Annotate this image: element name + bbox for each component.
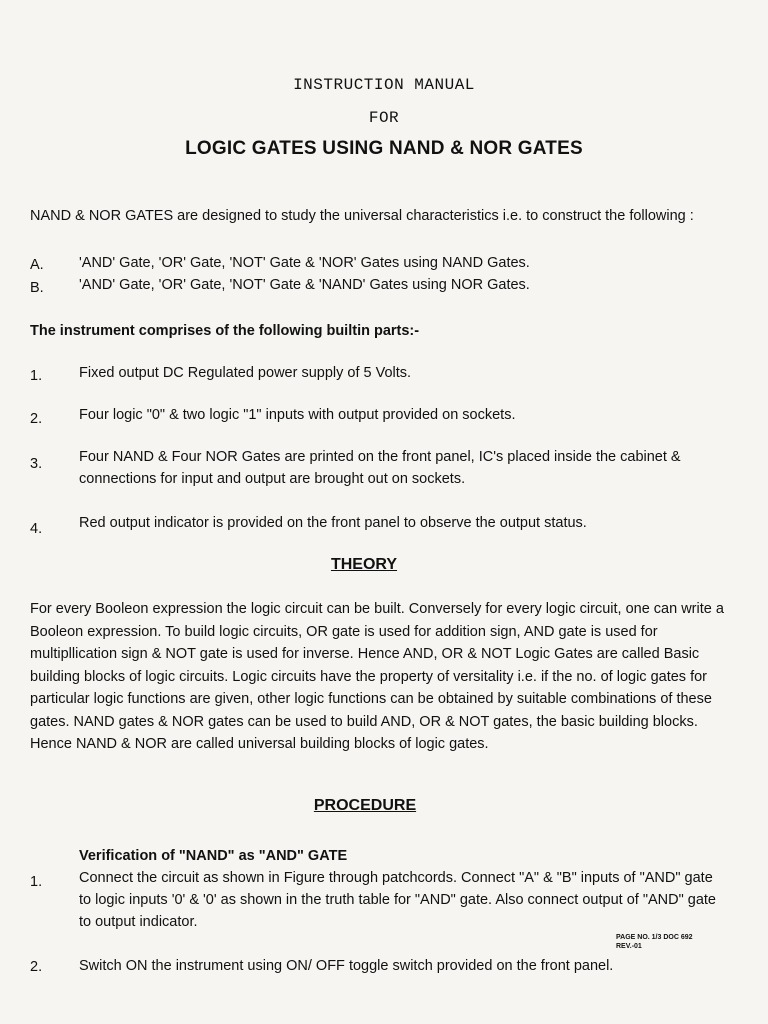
manual-for-line: FOR [368, 109, 400, 127]
parts-item-3-text: Four NAND & Four NOR Gates are printed on the front panel, IC's placed inside the cabinet & connections for input and output are brought out on sockets. [79, 449, 681, 487]
intro-paragraph: NAND & NOR GATES are designed to study the universal characteristics i.e. to construct the following : [30, 208, 694, 224]
theory-heading: THEORY [330, 556, 398, 573]
procedure-heading: PROCEDURE [313, 797, 417, 814]
intro-item-b-text: 'AND' Gate, 'OR' Gate, 'NOT' Gate & 'NAND' Gates using NOR Gates. [79, 277, 530, 293]
parts-item-1-marker: 1. [30, 368, 43, 384]
procedure-step-1-marker: 1. [30, 874, 43, 890]
intro-item-a-marker: A. [30, 257, 44, 273]
procedure-subheading: Verification of "NAND" as "AND" GATE [79, 848, 348, 864]
parts-item-2-marker: 2. [30, 411, 43, 427]
parts-heading: The instrument comprises of the following builtin parts:- [30, 323, 420, 339]
page-number: PAGE NO. 1/3 DOC 692 [616, 934, 693, 941]
parts-item-4-marker: 4. [30, 521, 43, 537]
procedure-step-2-text: Switch ON the instrument using ON/ OFF toggle switch provided on the front panel. [79, 958, 614, 974]
procedure-step-2-marker: 2. [30, 959, 43, 975]
procedure-step-1-text: Connect the circuit as shown in Figure through patchcords. Connect "A" & "B" inputs of "AND" gate to logic inputs '0' & '0' as shown in the truth table for "AND" gate. Also connect output of "AND" gate to output indicator. [79, 870, 716, 930]
document-title: LOGIC GATES USING NAND & NOR GATES [185, 138, 583, 159]
parts-item-1-text: Fixed output DC Regulated power supply of 5 Volts. [79, 365, 412, 381]
parts-item-2-text: Four logic "0" & two logic "1" inputs with output provided on sockets. [79, 407, 516, 423]
manual-title-line: INSTRUCTION MANUAL [293, 76, 475, 94]
intro-item-b-marker: B. [30, 280, 44, 296]
intro-item-a-text: 'AND' Gate, 'OR' Gate, 'NOT' Gate & 'NOR' Gates using NAND Gates. [79, 255, 530, 271]
parts-item-3-marker: 3. [30, 456, 43, 472]
parts-item-4-text: Red output indicator is provided on the front panel to observe the output status. [79, 515, 587, 531]
revision-number: REV.-01 [616, 943, 642, 950]
theory-paragraph: For every Booleon expression the logic circuit can be built. Conversely for every logic circuit, one can write a Booleon expression. To build logic circuits, OR gate is used for addition sign, AND gate is used for multipllication sign & NOT gate is used for inverse. Hence AND, OR & NOT Logic Gates are called Basic building blocks of logic circuits. Logic circuits have the property of versitality i.e. if the no. of logic gates for particular logic functions are given, other logic functions can be obtained by suitable combinations of these gates. NAND gates & NOR gates can be used to build AND, OR & NOT gates, the basic building blocks. Hence NAND & NOR are called universal building blocks of logic gates. [30, 601, 724, 752]
